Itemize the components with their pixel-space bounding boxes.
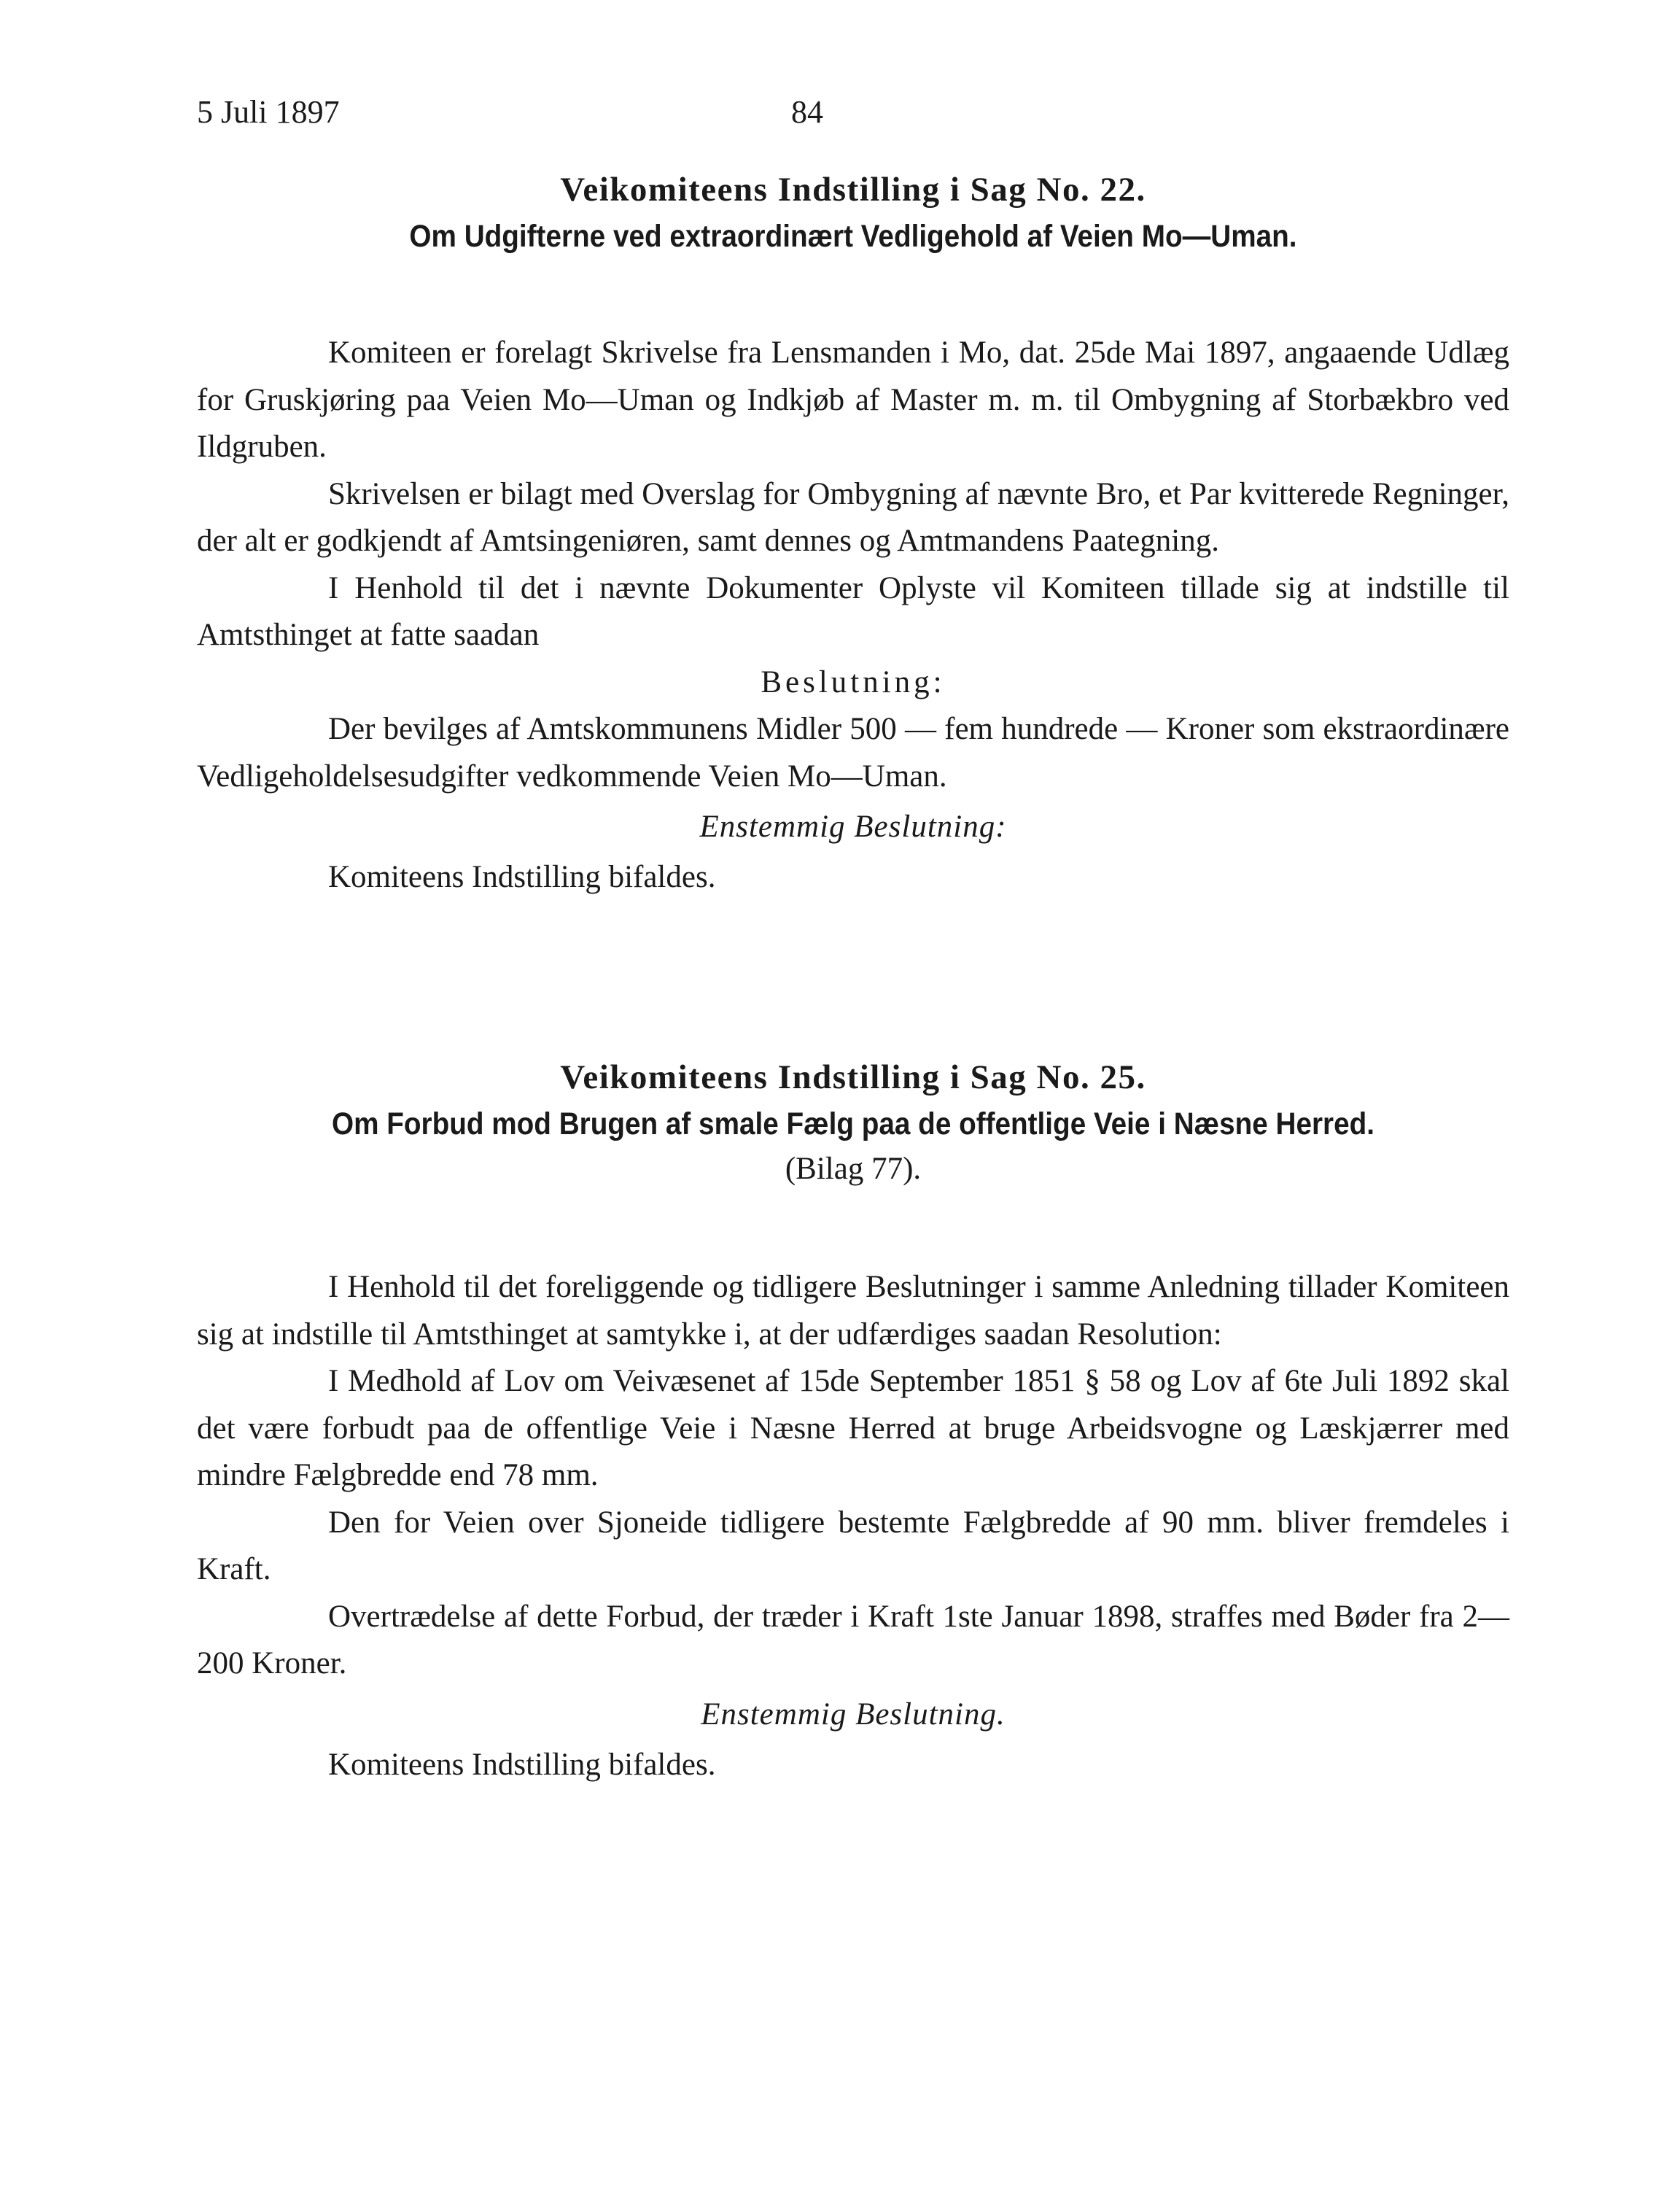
section-title: Veikomiteens Indstilling i Sag No. 25. (560, 1058, 1146, 1096)
paragraph: I Henhold til det i nævnte Dokumenter Oplyste vil Komiteen tillade sig at indstille til Amtsthinget at fatte saadan (197, 570, 1509, 652)
section-body (197, 330, 1509, 659)
section-subtitle: Om Forbud mod Brugen af smale Fælg paa de offentlige Veie i Næsne Herred. (331, 1106, 1375, 1141)
section-title: Veikomiteens Indstilling i Sag No. 22. (560, 171, 1146, 209)
header-date: 5 Juli 1897 (197, 94, 340, 130)
resolution-heading: Beslutning: (761, 664, 946, 699)
paragraph: Den for Veien over Sjoneide tidligere bestemte Fælgbredde af 90 mm. bliver fremdeles i Kraft. (197, 1505, 1509, 1586)
paragraph: I Medhold af Lov om Veivæsenet af 15de September 1851 § 58 og Lov af 6te Juli 1892 skal det være forbudt paa de offentlige Veie i Næsne Herred at bruge Arbeidsvogne og Læskjærrer med mindre Fælgbredde end 78 mm. (197, 1364, 1509, 1492)
section-subtitle: Om Udgifterne ved extraordinært Vedligehold af Veien Mo—Uman. (409, 219, 1297, 254)
page-header (197, 93, 1509, 137)
resolution-text: Der bevilges af Amtskommunens Midler 500 — fem hundrede — Kroner som ekstraordinære Vedligeholdelsesudgifter vedkommende Veien Mo—Uman. (197, 712, 1509, 794)
decision-text: Komiteens Indstilling bifaldes. (328, 1747, 716, 1782)
section-sag-25 (197, 1054, 1509, 1788)
decision-label: Enstemmig Beslutning: (699, 810, 1007, 844)
paragraph: Skrivelsen er bilagt med Overslag for Ombygning af nævnte Bro, et Par kvitterede Regninger, der alt er godkjendt af Amtsingeniøren, samt dennes og Amtmandens Paategning. (197, 476, 1509, 558)
paragraph: I Henhold til det foreliggende og tidligere Beslutninger i samme Anledning tillader Komiteen sig at indstille til Amtsthinget at samtykke i, at der udfærdiges saadan Resolution: (197, 1270, 1509, 1352)
decision-label: Enstemmig Beslutning. (701, 1697, 1006, 1732)
paragraph: Komiteen er forelagt Skrivelse fra Lensmanden i Mo, dat. 25de Mai 1897, angaaende Udlæg for Gruskjøring paa Veien Mo—Uman og Indkjøb af Master m. m. til Ombygning af Storbækbro ved Ildgruben. (197, 336, 1509, 464)
section-body (197, 1264, 1509, 1688)
paragraph: Overtrædelse af dette Forbud, der træder i Kraft 1ste Januar 1898, straffes med Bøder fra 2—200 Kroner. (197, 1599, 1509, 1680)
section-sag-22 (197, 166, 1509, 902)
decision-text: Komiteens Indstilling bifaldes. (328, 860, 716, 894)
resolution-body (197, 706, 1509, 800)
page-number: 84 (791, 94, 823, 130)
bilag-reference: (Bilag 77). (785, 1152, 922, 1186)
